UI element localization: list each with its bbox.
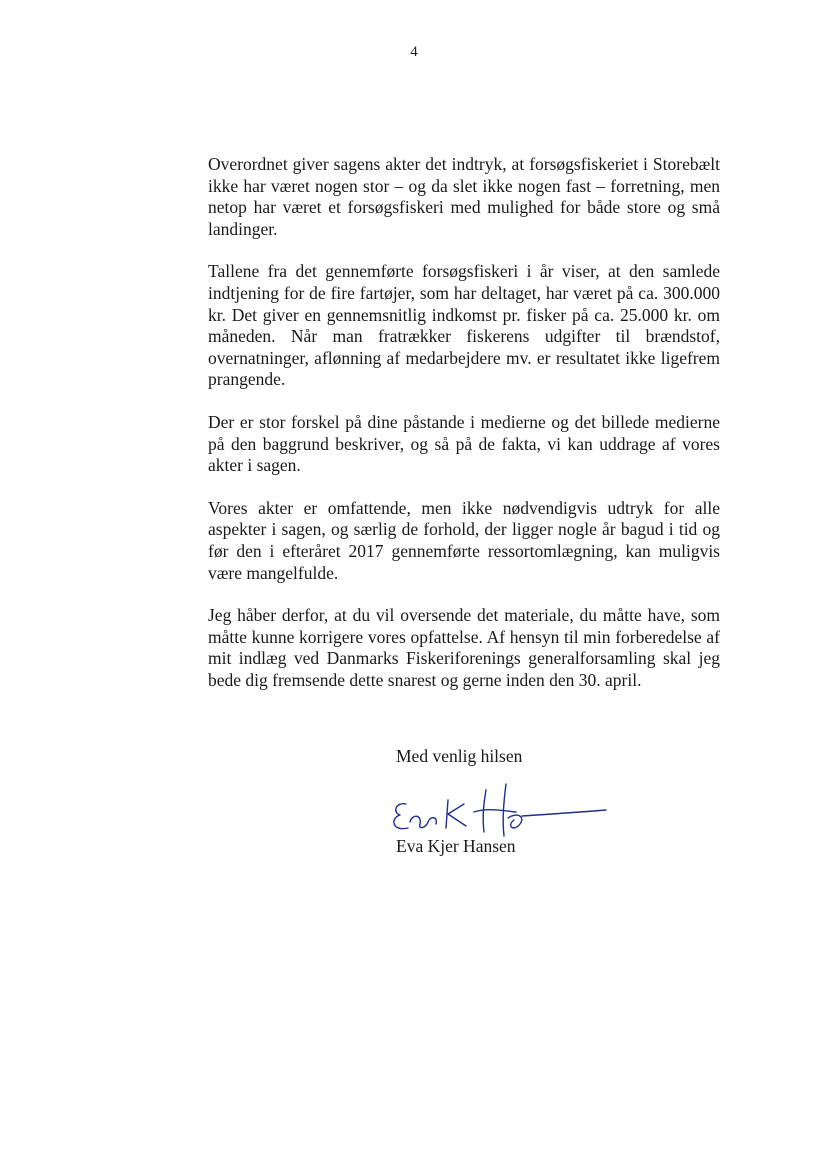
closing-salutation: Med venlig hilsen <box>396 746 523 766</box>
signer-name: Eva Kjer Hansen <box>396 836 516 856</box>
paragraph: Vores akter er omfattende, men ikke nødvendigvis udtryk for alle aspekter i sagen, og særlig de forhold, der ligger nogle år bagud i tid og før den i efteråret 2017 gennemførte ressortomlægning, kan muligvis være mangelfulde. <box>208 497 720 583</box>
paragraph: Jeg håber derfor, at du vil oversende det materiale, du måtte have, som måtte kunne korrigere vores opfattelse. Af hensyn til min forberedelse af mit indlæg ved Danmarks Fiskeriforenings generalforsamling skal jeg bede dig fremsende dette snarest og gerne inden den 30. april. <box>208 605 720 690</box>
handwritten-signature <box>382 782 608 842</box>
page-number: 4 <box>410 44 418 60</box>
paragraph: Overordnet giver sagens akter det indtryk, at forsøgsfiskeriet i Storebælt ikke har været nogen stor – og da slet ikke nogen fast – forretning, men netop har været et forsøgsfiskeri med mulighed for både store og små landinger. <box>208 154 720 239</box>
paragraph: Tallene fra det gennemførte forsøgsfiskeri i år viser, at den samlede indtjening for de fire fartøjer, som har deltaget, har været på ca. 300.000 kr. Det giver en gennemsnitlig indkomst pr. fisker på ca. 25.000 kr. om måneden. Når man fratrækker fiskerens udgifter til brændstof, overnatninger, aflønning af medarbejdere mv. er resultatet ikke ligefrem prangende. <box>208 261 720 390</box>
paragraph: Der er stor forskel på dine påstande i medierne og det billede medierne på den baggrund beskriver, og så på de fakta, vi kan uddrage af vores akter i sagen. <box>208 411 720 476</box>
letter-body <box>208 154 720 712</box>
